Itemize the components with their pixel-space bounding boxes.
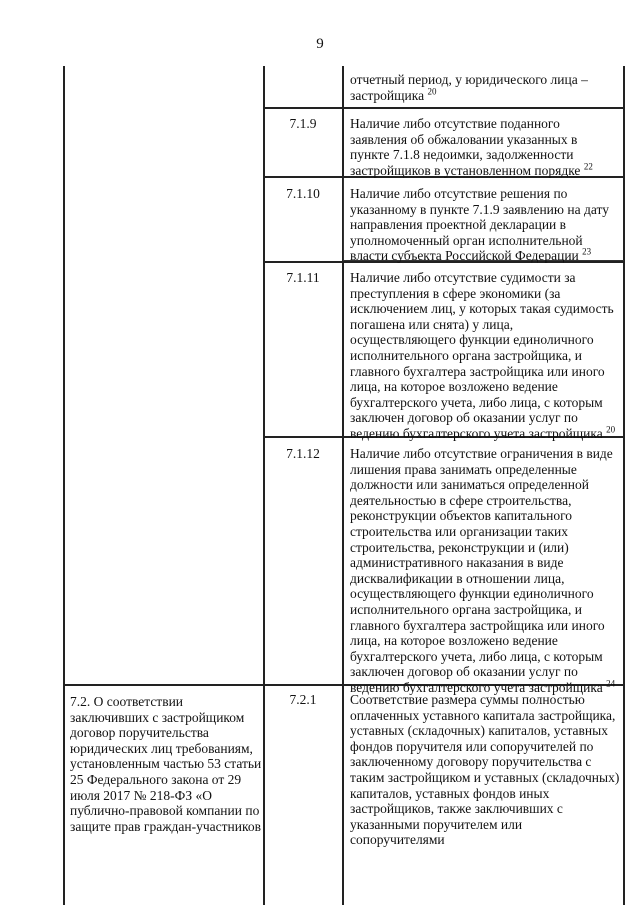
- row-text: Соответствие размера суммы полностью оплаченных уставного капитала застройщика, уставных (складочных) капиталов, уставных фондов поручителя или сопоручителей по заключенному договору поручительства с таким застройщиком и уставных (складочных) капиталов, уставных фондов иных застройщиков, также заключивших с указанными поручителем или сопоручителями: [350, 692, 620, 848]
- row-text: Наличие либо отсутствие решения по указанному в пункте 7.1.9 заявлению на дату направления проектной декларации в уполномоченный орган исполнительной власти субъекта Российской Федерации $^{23}$: [350, 186, 609, 264]
- row-text: Наличие либо отсутствие поданного заявления об обжаловании указанных в пункте 7.1.8 недоимки, задолженности застройщиков в установленном порядке $^{22}$: [350, 116, 593, 178]
- page-number: 9: [316, 36, 324, 52]
- row-text: Наличие либо отсутствие ограничения в виде лишения права занимать определенные должности или заниматься определенной деятельностью в сфере строительства, реконструкции объектов капитального строительства или организации таких строительства, реконструкции и (или) административного наказания в виде дисквалификации в отношении лица, осуществляющего функции единоличного исполнительного органа застройщика, и главного бухгалтера застройщика или иного лица, на которое возложено ведение бухгалтерского учета, либо лица, с которым заключен договор об оказании услуг по ведению бухгалтерского учета застройщика $^{24}$: [350, 446, 616, 695]
- row-text: отчетный период, у юридического лица – застройщика $^{20}$: [350, 72, 588, 103]
- row-code: 7.1.9: [289, 116, 317, 131]
- row-code: 7.1.11: [286, 270, 320, 285]
- section-heading: 7.2. О соответствии заключивших с застройщиком договор поручительства юридических лиц требованиям, установленным частью 53 статьи 25 Федерального закона от 29 июля 2017 № 218-ФЗ «О публично-правовой компании по защите прав граждан-участников: [70, 694, 262, 834]
- row-code: 7.1.10: [286, 186, 320, 201]
- row-code: 7.2.1: [289, 692, 317, 707]
- row-text: Наличие либо отсутствие судимости за преступления в сфере экономики (за исключением лиц, у которых такая судимость погашена или снята) у лица, осуществляющего функции единоличного исполнительного органа застройщика, и главного бухгалтера застройщика или иного лица, на которое возложено ведение бухгалтерского учета, либо лица, с которым заключен договор об оказании услуг по ведению бухгалтерского учета застройщика $^{20}$: [350, 270, 616, 441]
- row-code: 7.1.12: [286, 446, 320, 461]
